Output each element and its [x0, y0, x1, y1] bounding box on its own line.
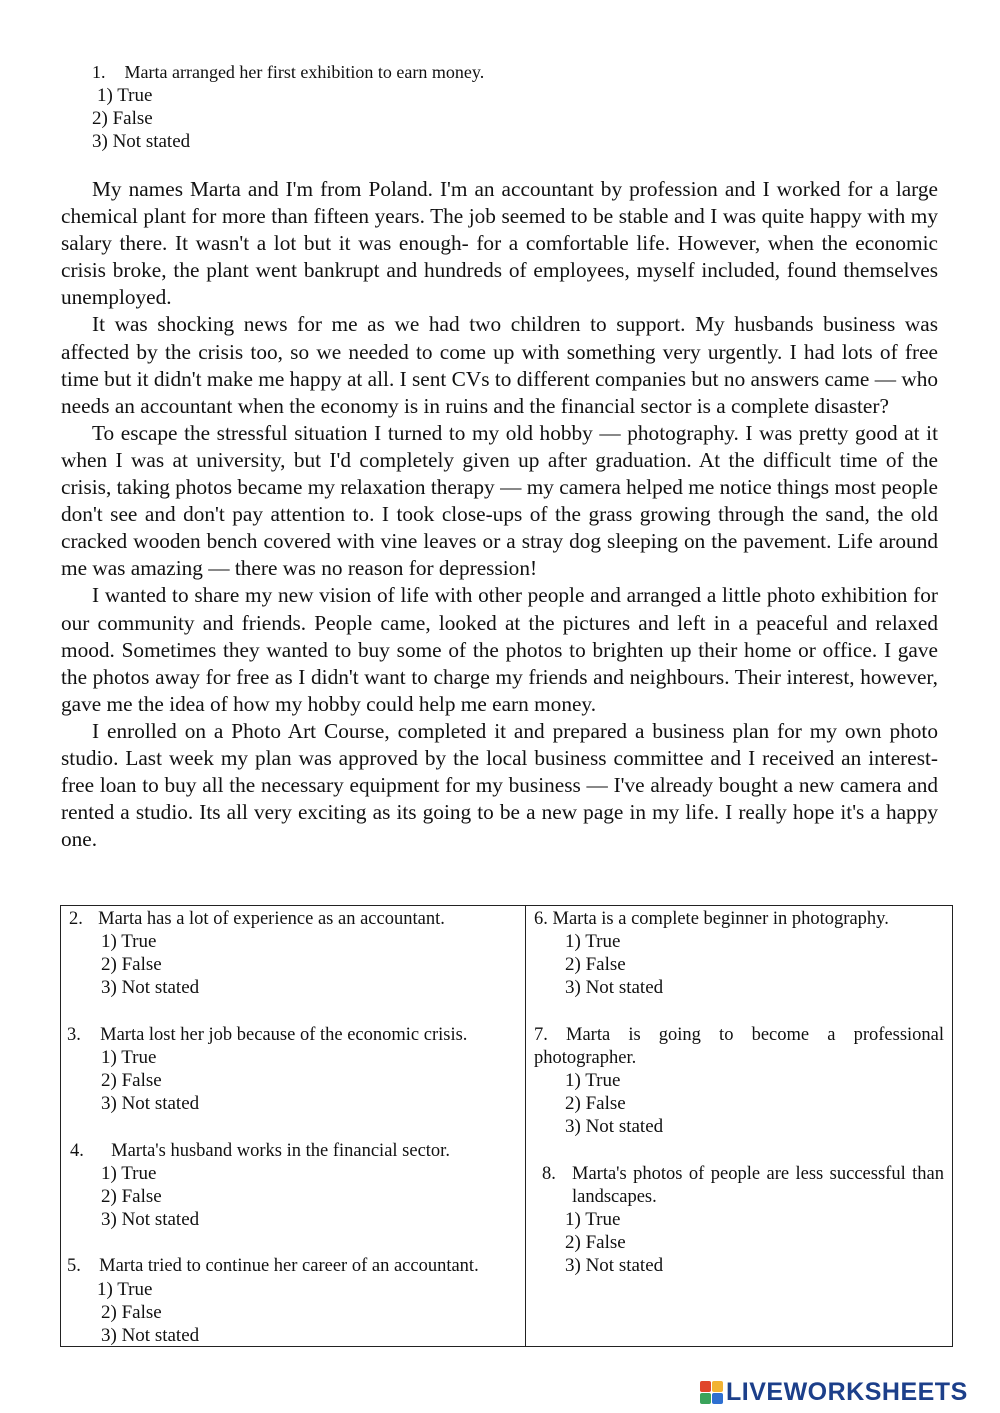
question-7-option-false[interactable]: 2) False [565, 1093, 626, 1114]
question-2-text: Marta has a lot of experience as an accountant. [98, 909, 445, 929]
reading-passage [61, 176, 938, 853]
mark-square [700, 1381, 711, 1392]
mark-square [712, 1381, 723, 1392]
mark-square [700, 1393, 711, 1404]
question-5 [67, 1255, 479, 1278]
passage-paragraph: I enrolled on a Photo Art Course, completed it and prepared a business plan for my own photo studio. Last week my plan was approved by the local business committee and I received an interest-free loan to buy all the necessary equipment for my business — I've already bought a new camera and rented a studio. Its all very exciting as its going to be a new page in my life. I really hope it's a happy one. [61, 718, 938, 852]
question-5-number: 5. [67, 1256, 81, 1276]
question-5-option-not-stated[interactable]: 3) Not stated [101, 1325, 200, 1346]
question-4-number: 4. [70, 1141, 84, 1161]
passage-paragraph: It was shocking news for me as we had two children to support. My husbands business was affected by the crisis too, so we needed to come up with something very urgently. I had lots of free time but it didn't make me happy at all. I sent CVs to different companies but no answers came — who needs an accountant when the economy is in ruins and the financial sector is a complete disaster? [61, 312, 939, 418]
question-6-option-not-stated[interactable]: 3) Not stated [565, 977, 664, 998]
question-1-option-true[interactable]: 1) True [97, 85, 153, 106]
question-7-number: 7. [534, 1025, 548, 1045]
question-4-option-true[interactable]: 1) True [101, 1163, 157, 1184]
question-1-number: 1. [92, 62, 106, 82]
question-2-number: 2. [69, 909, 83, 929]
question-5-option-true[interactable]: 1) True [97, 1279, 153, 1300]
question-3-option-true[interactable]: 1) True [101, 1047, 157, 1068]
passage-paragraph: My names Marta and I'm from Poland. I'm an accountant by profession and I worked for a large chemical plant for more than fifteen years. The job seemed to be stable and I was quite happy with my salary there. It wasn't a lot but it was enough- for a comfortable life. However, when the economic crisis broke, the plant went bankrupt and hundreds of employees, myself included, found themselves unemployed. [61, 177, 938, 310]
question-8-option-not-stated[interactable]: 3) Not stated [565, 1255, 664, 1276]
question-2-option-not-stated[interactable]: 3) Not stated [101, 977, 200, 998]
question-7-option-true[interactable]: 1) True [565, 1070, 621, 1091]
question-6-option-false[interactable]: 2) False [565, 954, 626, 975]
liveworksheets-logo [700, 1377, 968, 1407]
question-6-text: Marta is a complete beginner in photography. [552, 909, 889, 929]
question-7 [534, 1024, 944, 1070]
question-1-option-not-stated[interactable]: 3) Not stated [92, 131, 191, 152]
question-8-option-true[interactable]: 1) True [565, 1209, 621, 1230]
question-1-option-false[interactable]: 2) False [92, 108, 153, 129]
question-5-option-false[interactable]: 2) False [101, 1302, 162, 1323]
table-divider [525, 906, 526, 1346]
mark-square [712, 1393, 723, 1404]
liveworksheets-mark-icon [700, 1381, 723, 1404]
question-3 [67, 1024, 467, 1047]
question-4-option-not-stated[interactable]: 3) Not stated [101, 1209, 200, 1230]
passage-paragraph: To escape the stressful situation I turned to my old hobby — photography. I was pretty good at it when I was at university, but I'd completely given up after graduation. At the difficult time of the crisis, taking photos became my relaxation therapy — my camera helped me notice things most people don't see and don't pay attention to. I took close-ups of the grass growing through the sand, the old cracked wooden bench covered with vine leaves or a stray dog sleeping on the pavement. Life around me was amazing — there was no reason for depression! [61, 420, 938, 581]
passage-paragraph: I wanted to share my new vision of life with other people and arranged a little photo exhibition for our community and friends. People came, looked at the pictures and left in a peaceful and relaxed mood. Sometimes they wanted to buy some of the photos to brighten up their home or office. I gave the photos away for free as I didn't want to charge my friends and neighbours. Their interest, however, gave me the idea of how my hobby could help me earn money. [61, 583, 938, 716]
question-2-option-true[interactable]: 1) True [101, 931, 157, 952]
question-6-number: 6. [534, 909, 548, 929]
question-3-text: Marta lost her job because of the economic crisis. [100, 1025, 468, 1045]
question-1 [92, 62, 484, 83]
question-3-option-false[interactable]: 2) False [101, 1070, 162, 1091]
brand-name: LIVEWORKSHEETS [726, 1377, 968, 1406]
question-3-option-not-stated[interactable]: 3) Not stated [101, 1093, 200, 1114]
question-7-option-not-stated[interactable]: 3) Not stated [565, 1116, 664, 1137]
question-2 [69, 908, 445, 931]
question-4-option-false[interactable]: 2) False [101, 1186, 162, 1207]
question-2-option-false[interactable]: 2) False [101, 954, 162, 975]
question-6-option-true[interactable]: 1) True [565, 931, 621, 952]
question-5-text: Marta tried to continue her career of an accountant. [99, 1256, 479, 1276]
question-8-text: Marta's photos of people are less successful than landscapes. [572, 1164, 944, 1207]
question-4 [70, 1140, 450, 1163]
question-8-option-false[interactable]: 2) False [565, 1232, 626, 1253]
question-4-text: Marta's husband works in the financial sector. [111, 1141, 450, 1161]
question-3-number: 3. [67, 1025, 81, 1045]
question-1-text: Marta arranged her first exhibition to earn money. [124, 62, 485, 82]
question-8-number: 8. [542, 1164, 556, 1184]
questions-table [60, 905, 953, 1347]
question-7-text: Marta is going to become a professional photographer. [534, 1025, 945, 1068]
question-6 [534, 908, 889, 931]
